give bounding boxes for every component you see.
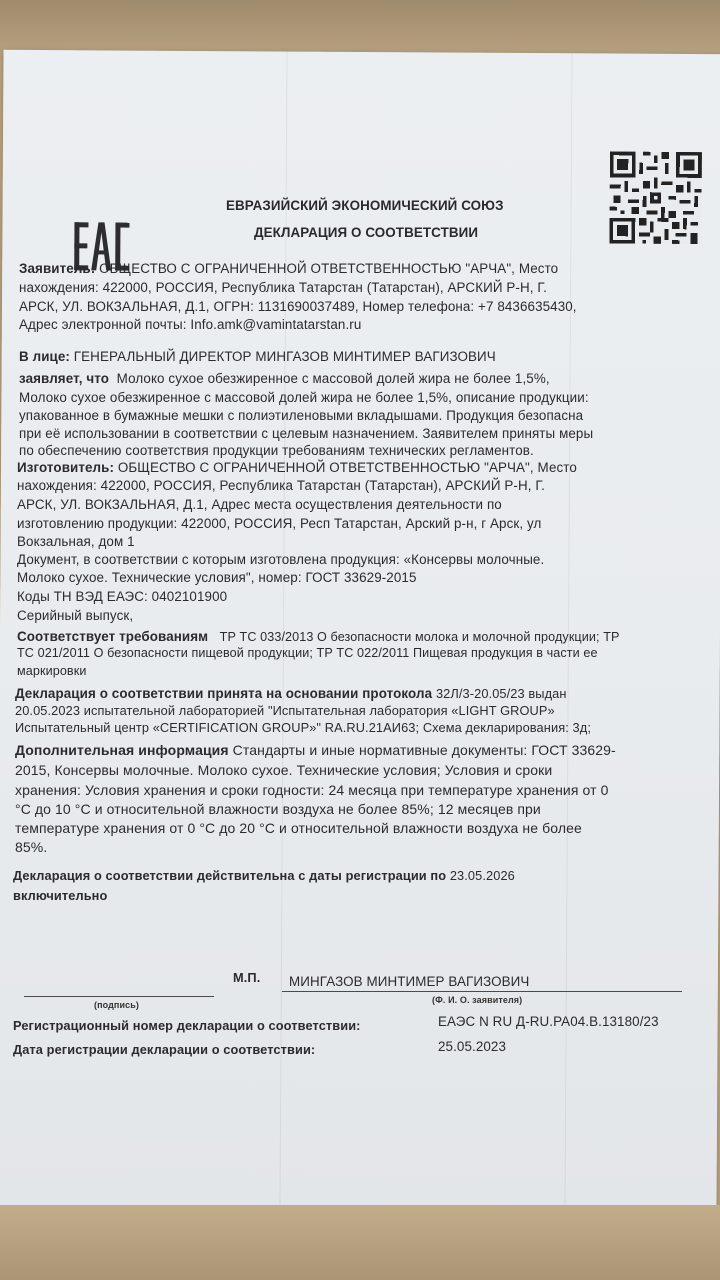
additional-line: °С до 10 °С и относительной влажности воздуха не более 85%; 12 месяцев при	[15, 801, 541, 817]
signature-caption: (подпись)	[94, 1000, 139, 1010]
validity-date: 23.05.2026	[449, 868, 515, 883]
additional-label: Дополнительная информация	[15, 742, 229, 758]
additional-line: температуре хранения от 0 °С до 20 °С и относительной влажности воздуха не более	[15, 820, 582, 836]
registration-date-value: 25.05.2023	[438, 1039, 507, 1054]
conforms-label: Соответствует требованиям	[17, 629, 209, 644]
applicant-line: Заявитель: ОБЩЕСТВО С ОГРАНИЧЕННОЙ ОТВЕТСТВЕННОСТЬЮ "АРЧА", Место	[19, 261, 559, 276]
applicant-label: Заявитель:	[19, 261, 96, 276]
additional-line: хранения: Условия хранения и сроки годности: 24 месяца при температуре хранения от 0	[15, 782, 609, 798]
person-label: В лице:	[19, 349, 70, 364]
protocol-line: Испытательный центр «CERTIFICATION GROUP»" RA.RU.21АИ63; Схема декларирования: 3д;	[15, 720, 591, 735]
hs-code-line: Коды ТН ВЭД ЕАЭС: 0402101900	[17, 589, 228, 604]
validity-line: включительно	[13, 888, 108, 903]
declares-label: заявляет, что	[19, 371, 110, 386]
declares-line: заявляет, что Молоко сухое обезжиренное с массовой долей жира не более 1,5%,	[19, 371, 550, 386]
name-caption: (Ф. И. О. заявителя)	[432, 995, 523, 1005]
additional-line: 2015, Консервы молочные. Молоко сухое. Технические условия; Условия и сроки	[15, 762, 553, 778]
document-line: Документ, в соответствии с которым изготовлена продукция: «Консервы молочные.	[17, 552, 545, 567]
declares-line: при её использовании в соответствии с целевым назначением. Заявителем приняты меры	[19, 426, 594, 441]
document-line: Молоко сухое. Технические условия", номер: ГОСТ 33629-2015	[17, 570, 417, 585]
person-line: В лице: ГЕНЕРАЛЬНЫЙ ДИРЕКТОР МИНГАЗОВ МИНТИМЕР ВАГИЗОВИЧ	[19, 349, 496, 364]
additional-line: 85%.	[15, 839, 48, 855]
union-heading: ЕВРАЗИЙСКИЙ ЭКОНОМИЧЕСКИЙ СОЮЗ	[226, 198, 504, 213]
applicant-email: Адрес электронной почты: Info.amk@vamintatarstan.ru	[19, 317, 362, 332]
manufacturer-line: нахождения: 422000, РОССИЯ, Республика Татарстан (Татарстан), АРСКИЙ Р-Н, Г.	[17, 478, 545, 493]
validity-line: Декларация о соответствии действительна с даты регистрации по 23.05.2026	[13, 868, 515, 883]
manufacturer-line: АРСК, УЛ. ВОКЗАЛЬНАЯ, Д.1, Адрес места осуществления деятельности по	[17, 497, 502, 512]
conforms-line: маркировки	[17, 664, 87, 678]
declares-line: Молоко сухое обезжиренное с массовой долей жира не более 1,5%, описание продукции:	[19, 390, 589, 405]
signature-line	[24, 996, 214, 997]
declares-line: упакованное в бумажные мешки с полиэтиленовыми вкладышами. Продукция безопасна	[19, 408, 584, 423]
manufacturer-label: Изготовитель:	[17, 460, 115, 475]
manufacturer-line: Изготовитель: ОБЩЕСТВО С ОГРАНИЧЕННОЙ ОТВЕТСТВЕННОСТЬЮ "АРЧА", Место	[17, 460, 577, 475]
registration-number-label: Регистрационный номер декларации о соответствии:	[13, 1018, 361, 1033]
protocol-line: Декларация о соответствии принята на основании протокола 32Л/3-20.05/23 выдан	[15, 686, 567, 701]
conforms-line: Соответствует требованиям ТР ТС 033/2013 О безопасности молока и молочной продукции; ТР	[17, 629, 620, 644]
document-title: ДЕКЛАРАЦИЯ О СООТВЕТСТВИИ	[254, 225, 479, 240]
manufacturer-line: Вокзальная, дом 1	[17, 534, 135, 549]
registration-date-label: Дата регистрации декларации о соответствии:	[13, 1042, 316, 1057]
applicant-signatory-name: МИНГАЗОВ МИНТИМЕР ВАГИЗОВИЧ	[289, 974, 530, 989]
additional-line: Дополнительная информация Стандарты и иные нормативные документы: ГОСТ 33629-	[15, 742, 616, 758]
name-line	[282, 991, 682, 992]
stamp-place-label: М.П.	[233, 970, 261, 985]
registration-number-value: ЕАЭС N RU Д-RU.PA04.B.13180/23	[438, 1014, 659, 1029]
protocol-label: Декларация о соответствии принята на основании протокола	[15, 686, 433, 701]
serial-line: Серийный выпуск,	[17, 608, 134, 623]
table-surface-bottom	[0, 1205, 720, 1280]
declares-line: по обеспечению соответствия продукции требованиям технических регламентов.	[19, 443, 534, 458]
applicant-line: АРСК, УЛ. ВОКЗАЛЬНАЯ, Д.1, ОГРН: 1131690037489, Номер телефона: +7 8436635430,	[19, 299, 577, 314]
manufacturer-line: изготовлению продукции: 422000, РОССИЯ, Респ Татарстан, Арский р-н, г Арск, ул	[17, 516, 542, 531]
applicant-line: нахождения: 422000, РОССИЯ, Республика Татарстан (Татарстан), АРСКИЙ Р-Н, Г.	[19, 280, 547, 295]
conforms-line: ТС 021/2011 О безопасности пищевой продукции; ТР ТС 022/2011 Пищевая продукция в части ее	[17, 646, 598, 660]
protocol-line: 20.05.2023 испытательной лабораторией "Испытательная лаборатория «LIGHT GROUP»	[15, 703, 555, 718]
qr-code-icon	[609, 152, 702, 245]
